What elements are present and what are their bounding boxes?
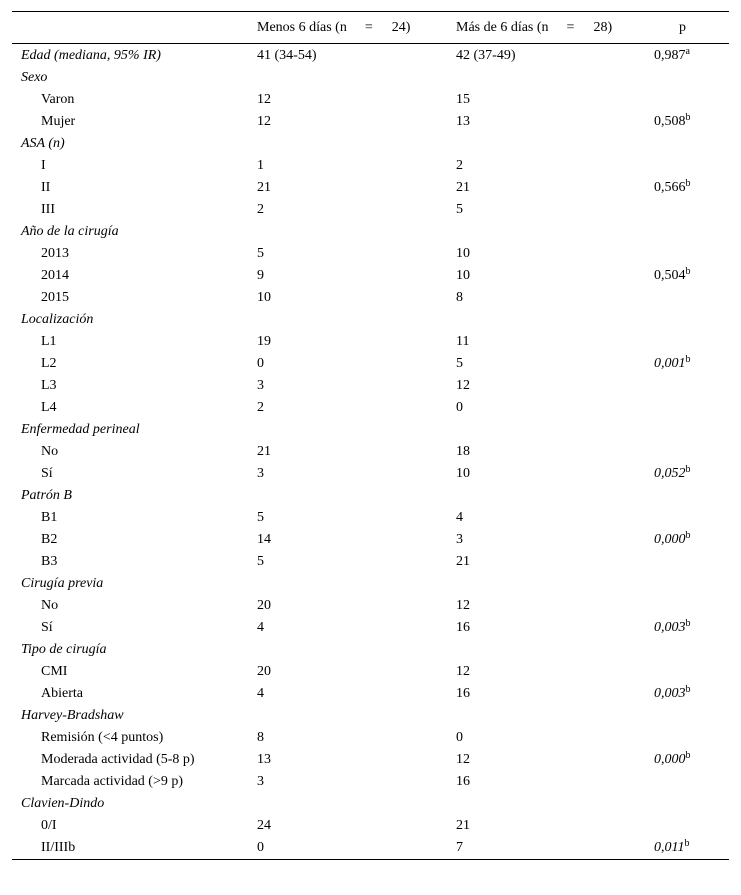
p-value-footnote-marker: b — [685, 464, 691, 475]
table-category-row — [12, 67, 729, 89]
table-row — [12, 837, 729, 859]
value-menos-6-dias: 4 — [257, 620, 264, 635]
row-label: 0/I — [41, 818, 57, 833]
value-menos-6-dias: 2 — [257, 202, 264, 217]
table-row — [12, 155, 729, 177]
category-label: Tipo de cirugía — [21, 642, 107, 657]
table-row — [12, 353, 729, 375]
value-menos-6-dias: 13 — [257, 752, 271, 767]
row-label: Sí — [41, 620, 53, 635]
table-row — [12, 265, 729, 287]
p-value — [654, 617, 691, 639]
value-menos-6-dias: 0 — [257, 356, 264, 371]
p-value-number: 0,000 — [654, 752, 686, 767]
row-label: L1 — [41, 334, 57, 349]
p-value — [654, 529, 691, 551]
category-label: Sexo — [21, 70, 48, 85]
p-value — [654, 353, 691, 375]
p-value-footnote-marker: b — [685, 684, 691, 695]
table-category-row — [12, 639, 729, 661]
p-value-number: 0,003 — [654, 686, 686, 701]
category-label: Cirugía previa — [21, 576, 104, 591]
p-value-footnote-marker: b — [685, 266, 691, 277]
table-category-row — [12, 133, 729, 155]
p-value — [654, 111, 691, 133]
table-row — [12, 441, 729, 463]
value-mas-6-dias: 0 — [456, 730, 463, 745]
value-mas-6-dias: 15 — [456, 92, 470, 107]
p-value-number: 0,003 — [654, 620, 686, 635]
row-label: Edad (mediana, 95% IR) — [21, 48, 161, 63]
p-value-footnote-marker: b — [685, 750, 691, 761]
value-menos-6-dias: 5 — [257, 246, 264, 261]
category-label: Enfermedad perineal — [21, 422, 140, 437]
value-mas-6-dias: 5 — [456, 356, 463, 371]
table-row — [12, 727, 729, 749]
value-mas-6-dias: 2 — [456, 158, 463, 173]
p-value-number: 0,000 — [654, 532, 686, 547]
table-row — [12, 199, 729, 221]
table-row — [12, 397, 729, 419]
category-label: Clavien-Dindo — [21, 796, 105, 811]
row-label: L4 — [41, 400, 57, 415]
value-mas-6-dias: 3 — [456, 532, 463, 547]
table-row — [12, 287, 729, 309]
value-mas-6-dias: 16 — [456, 774, 470, 789]
row-label: Moderada actividad (5-8 p) — [41, 752, 195, 767]
table-row — [12, 507, 729, 529]
value-menos-6-dias: 8 — [257, 730, 264, 745]
table-row — [12, 45, 729, 67]
row-label: I — [41, 158, 46, 173]
row-label: Varon — [41, 92, 75, 107]
table-category-row — [12, 419, 729, 441]
row-label: Marcada actividad (>9 p) — [41, 774, 183, 789]
p-value — [654, 749, 691, 771]
value-mas-6-dias: 11 — [456, 334, 470, 349]
row-label: 2013 — [41, 246, 69, 261]
table-row — [12, 89, 729, 111]
table-category-row — [12, 573, 729, 595]
row-label: Sí — [41, 466, 53, 481]
p-value-number: 0,987 — [654, 48, 686, 63]
p-value-number: 0,566 — [654, 180, 686, 195]
p-value-footnote-marker: b — [685, 112, 691, 123]
p-value-footnote-marker: a — [685, 46, 690, 57]
table-row — [12, 463, 729, 485]
value-menos-6-dias: 20 — [257, 598, 271, 613]
value-menos-6-dias: 41 (34-54) — [257, 48, 317, 63]
row-label: L2 — [41, 356, 57, 371]
value-menos-6-dias: 3 — [257, 378, 264, 393]
table-row — [12, 749, 729, 771]
value-mas-6-dias: 12 — [456, 378, 470, 393]
p-value — [654, 837, 689, 859]
value-mas-6-dias: 13 — [456, 114, 470, 129]
value-mas-6-dias: 16 — [456, 686, 470, 701]
value-menos-6-dias: 24 — [257, 818, 271, 833]
table-row — [12, 815, 729, 837]
row-label: II — [41, 180, 51, 195]
p-value-number: 0,052 — [654, 466, 686, 481]
value-menos-6-dias: 3 — [257, 466, 264, 481]
header-col-p: p — [679, 20, 686, 35]
table-row — [12, 111, 729, 133]
value-menos-6-dias: 1 — [257, 158, 264, 173]
value-mas-6-dias: 21 — [456, 554, 470, 569]
table-row — [12, 177, 729, 199]
row-label: II/IIIb — [41, 840, 76, 855]
value-menos-6-dias: 4 — [257, 686, 264, 701]
p-value — [654, 265, 691, 287]
category-label: ASA (n) — [21, 136, 65, 151]
category-label: Localización — [21, 312, 94, 327]
value-menos-6-dias: 9 — [257, 268, 264, 283]
value-mas-6-dias: 10 — [456, 246, 470, 261]
value-mas-6-dias: 8 — [456, 290, 463, 305]
value-mas-6-dias: 12 — [456, 664, 470, 679]
value-mas-6-dias: 21 — [456, 180, 470, 195]
table-header — [12, 11, 729, 44]
row-label: B2 — [41, 532, 58, 547]
row-label: 2015 — [41, 290, 69, 305]
value-mas-6-dias: 0 — [456, 400, 463, 415]
row-label: Mujer — [41, 114, 76, 129]
table-row — [12, 243, 729, 265]
value-mas-6-dias: 18 — [456, 444, 470, 459]
row-label: L3 — [41, 378, 57, 393]
p-value — [654, 463, 691, 485]
table-row — [12, 331, 729, 353]
p-value-footnote-marker: b — [685, 178, 691, 189]
table-category-row — [12, 309, 729, 331]
bottom-rule — [12, 859, 729, 860]
row-label: No — [41, 598, 59, 613]
table-row — [12, 595, 729, 617]
value-mas-6-dias: 12 — [456, 598, 470, 613]
table-category-row — [12, 793, 729, 815]
value-mas-6-dias: 4 — [456, 510, 463, 525]
category-label: Patrón B — [21, 488, 72, 503]
value-menos-6-dias: 10 — [257, 290, 271, 305]
value-menos-6-dias: 3 — [257, 774, 264, 789]
header-col-mas-6-dias: Más de 6 días (n = 28) — [456, 20, 613, 35]
table-row — [12, 661, 729, 683]
p-value-number: 0,508 — [654, 114, 686, 129]
value-mas-6-dias: 5 — [456, 202, 463, 217]
table-category-row — [12, 221, 729, 243]
table-row — [12, 375, 729, 397]
value-mas-6-dias: 10 — [456, 466, 470, 481]
p-value-footnote-marker: b — [684, 838, 690, 849]
value-menos-6-dias: 5 — [257, 510, 264, 525]
p-value — [654, 683, 691, 705]
row-label: B1 — [41, 510, 58, 525]
table-category-row — [12, 705, 729, 727]
value-mas-6-dias: 42 (37-49) — [456, 48, 516, 63]
value-menos-6-dias: 5 — [257, 554, 264, 569]
value-menos-6-dias: 21 — [257, 444, 271, 459]
value-menos-6-dias: 21 — [257, 180, 271, 195]
value-mas-6-dias: 12 — [456, 752, 470, 767]
value-mas-6-dias: 16 — [456, 620, 470, 635]
table-row — [12, 771, 729, 793]
value-mas-6-dias: 7 — [456, 840, 463, 855]
table-category-row — [12, 485, 729, 507]
category-label: Harvey-Bradshaw — [21, 708, 124, 723]
value-mas-6-dias: 21 — [456, 818, 470, 833]
value-menos-6-dias: 12 — [257, 114, 271, 129]
row-label: B3 — [41, 554, 58, 569]
category-label: Año de la cirugía — [21, 224, 119, 239]
table-row — [12, 529, 729, 551]
p-value-footnote-marker: b — [685, 530, 691, 541]
row-label: CMI — [41, 664, 68, 679]
value-menos-6-dias: 14 — [257, 532, 271, 547]
value-menos-6-dias: 12 — [257, 92, 271, 107]
p-value-number: 0,504 — [654, 268, 686, 283]
value-mas-6-dias: 10 — [456, 268, 470, 283]
p-value — [654, 45, 690, 67]
p-value — [654, 177, 691, 199]
data-table — [12, 11, 729, 860]
value-menos-6-dias: 2 — [257, 400, 264, 415]
p-value-number: 0,011 — [654, 840, 685, 855]
header-col-menos-6-dias: Menos 6 días (n = 24) — [257, 20, 411, 35]
row-label: Abierta — [41, 686, 83, 701]
p-value-footnote-marker: b — [685, 354, 691, 365]
table-body — [12, 44, 729, 859]
table-row — [12, 551, 729, 573]
row-label: No — [41, 444, 59, 459]
p-value-number: 0,001 — [654, 356, 686, 371]
value-menos-6-dias: 20 — [257, 664, 271, 679]
table-row — [12, 683, 729, 705]
value-menos-6-dias: 19 — [257, 334, 271, 349]
row-label: 2014 — [41, 268, 69, 283]
value-menos-6-dias: 0 — [257, 840, 264, 855]
p-value-footnote-marker: b — [685, 618, 691, 629]
table-row — [12, 617, 729, 639]
row-label: Remisión (<4 puntos) — [41, 730, 164, 745]
row-label: III — [41, 202, 55, 217]
